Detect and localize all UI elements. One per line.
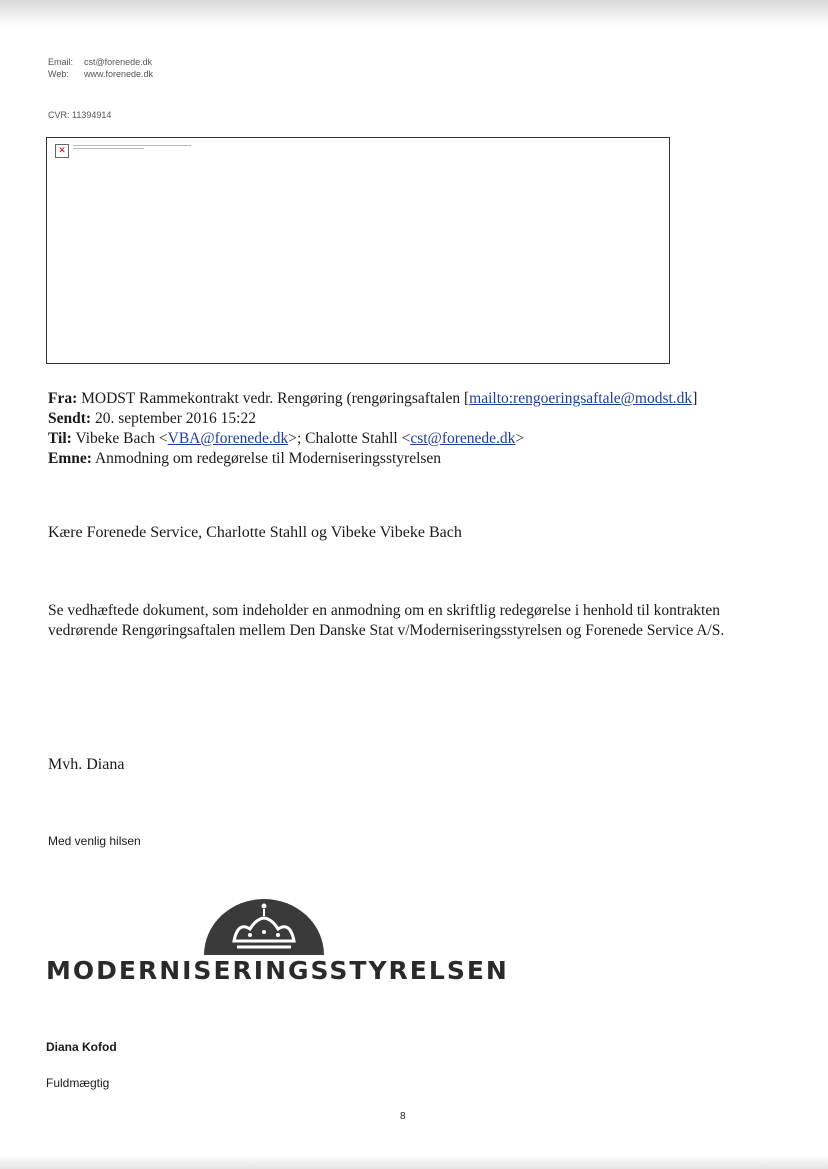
body-paragraph: Se vedhæftede dokument, som indeholder en anmodning om en skriftlig redegørelse i henhold til kontrakten vedrørende Rengøringsaftalen mellem Den Danske Stat v/Moderniseringsstyrelsen og Forenede Service A/S. [48, 602, 725, 639]
regards-text: Med venlig hilsen [48, 834, 141, 848]
from-label: Fra: [48, 390, 78, 407]
to-separator: >; Chalotte Stahll < [288, 430, 411, 447]
page-number: 8 [400, 1111, 406, 1122]
web-label: Web: [48, 69, 69, 79]
subject-label: Emne: [48, 450, 92, 467]
image-alt-text-lines [73, 145, 191, 149]
email-value: cst@forenede.dk [84, 57, 153, 67]
from-text: MODST Rammekontrakt vedr. Rengøring (rengøringsaftalen [ [81, 390, 470, 407]
cvr-number: CVR: 11394914 [48, 110, 112, 120]
sent-value: 20. september 2016 15:22 [94, 410, 256, 427]
from-line [48, 389, 697, 409]
email-label: Email: [48, 57, 74, 67]
greeting: Kære Forenede Service, Charlotte Stahll og Vibeke Vibeke Bach [48, 524, 462, 541]
to-line [48, 429, 697, 449]
signature-title: Fuldmægtig [46, 1076, 110, 1090]
org-name: MODERNISERINGSSTYRELSEN [46, 956, 509, 985]
sent-line [48, 409, 697, 429]
to-recipient-1: Vibeke Bach < [75, 430, 168, 447]
scan-shadow-top [0, 0, 828, 26]
to-recipient-1-link[interactable]: VBA@forenede.dk [167, 430, 289, 447]
sent-label: Sendt: [48, 410, 92, 427]
web-value: www.forenede.dk [84, 69, 154, 79]
subject-value: Anmodning om redegørelse til Moderniseringsstyrelsen [94, 450, 442, 467]
email-headers [48, 389, 697, 469]
broken-image-icon: ✕ [55, 144, 69, 158]
from-mailto-link[interactable]: mailto:rengoeringsaftale@modst.dk [469, 390, 693, 407]
subject-line [48, 449, 697, 469]
broken-image-placeholder [46, 137, 670, 364]
contact-info [48, 56, 153, 80]
signature-name: Diana Kofod [46, 1040, 117, 1054]
crown-logo [200, 897, 328, 955]
from-end: ] [692, 390, 698, 407]
to-label: Til: [48, 430, 72, 447]
sign-off: Mvh. Diana [48, 756, 125, 773]
to-recipient-2-link[interactable]: cst@forenede.dk [410, 430, 516, 447]
to-end: > [515, 430, 525, 447]
scan-shadow-bottom [0, 1155, 828, 1169]
